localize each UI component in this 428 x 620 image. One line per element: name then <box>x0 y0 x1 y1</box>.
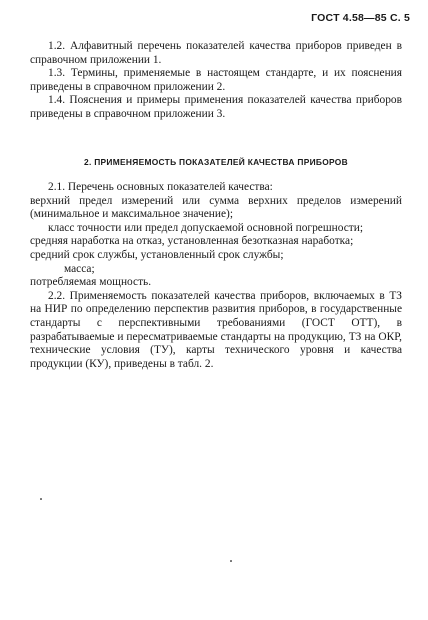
intro-paragraphs <box>30 40 402 122</box>
list-item: верхний предел измерений или сумма верхних пределов измерений (минимальное и максимальное значение); <box>30 194 402 221</box>
paragraph-1-4: 1.4. Пояснения и примеры применения показателей качества приборов приведены в справочном приложении 3. <box>30 94 402 120</box>
paragraph-2-2: 2.2. Применяемость показателей качества приборов, включаемых в ТЗ на НИР по определению перспектив развития приборов, в государственные стандарты с перспективными требованиями (ГОСТ ОТТ), в разрабатываемые и пересматриваемые стандарты на продукцию, ТЗ на ОКР, технические условия (ТУ), карты технического уровня и качества продукции (КУ), приведены в табл. 2. <box>30 289 402 370</box>
section-2-body <box>30 181 402 371</box>
list-item: средний срок службы, установленный срок службы; <box>30 248 284 261</box>
list-item: класс точности или предел допускаемой основной погрешности; <box>48 221 363 234</box>
scan-speck <box>40 498 42 500</box>
list-item: масса; <box>64 262 95 275</box>
list-item: средняя наработка на отказ, установленная безотказная наработка; <box>30 235 354 248</box>
paragraph-1-2: 1.2. Алфавитный перечень показателей качества приборов приведен в справочном приложении 1. <box>30 40 402 66</box>
paragraph-1-3: 1.3. Термины, применяемые в настоящем стандарте, и их пояснения приведены в справочном приложении 2. <box>30 67 402 93</box>
scan-speck <box>230 560 232 562</box>
list-intro: 2.1. Перечень основных показателей качества: <box>48 181 273 193</box>
list-item: потребляемая мощность. <box>30 276 152 289</box>
page-header: ГОСТ 4.58—85 С. 5 <box>311 12 410 24</box>
section-title: 2. ПРИМЕНЯЕМОСТЬ ПОКАЗАТЕЛЕЙ КАЧЕСТВА ПРИБОРОВ <box>84 157 348 167</box>
